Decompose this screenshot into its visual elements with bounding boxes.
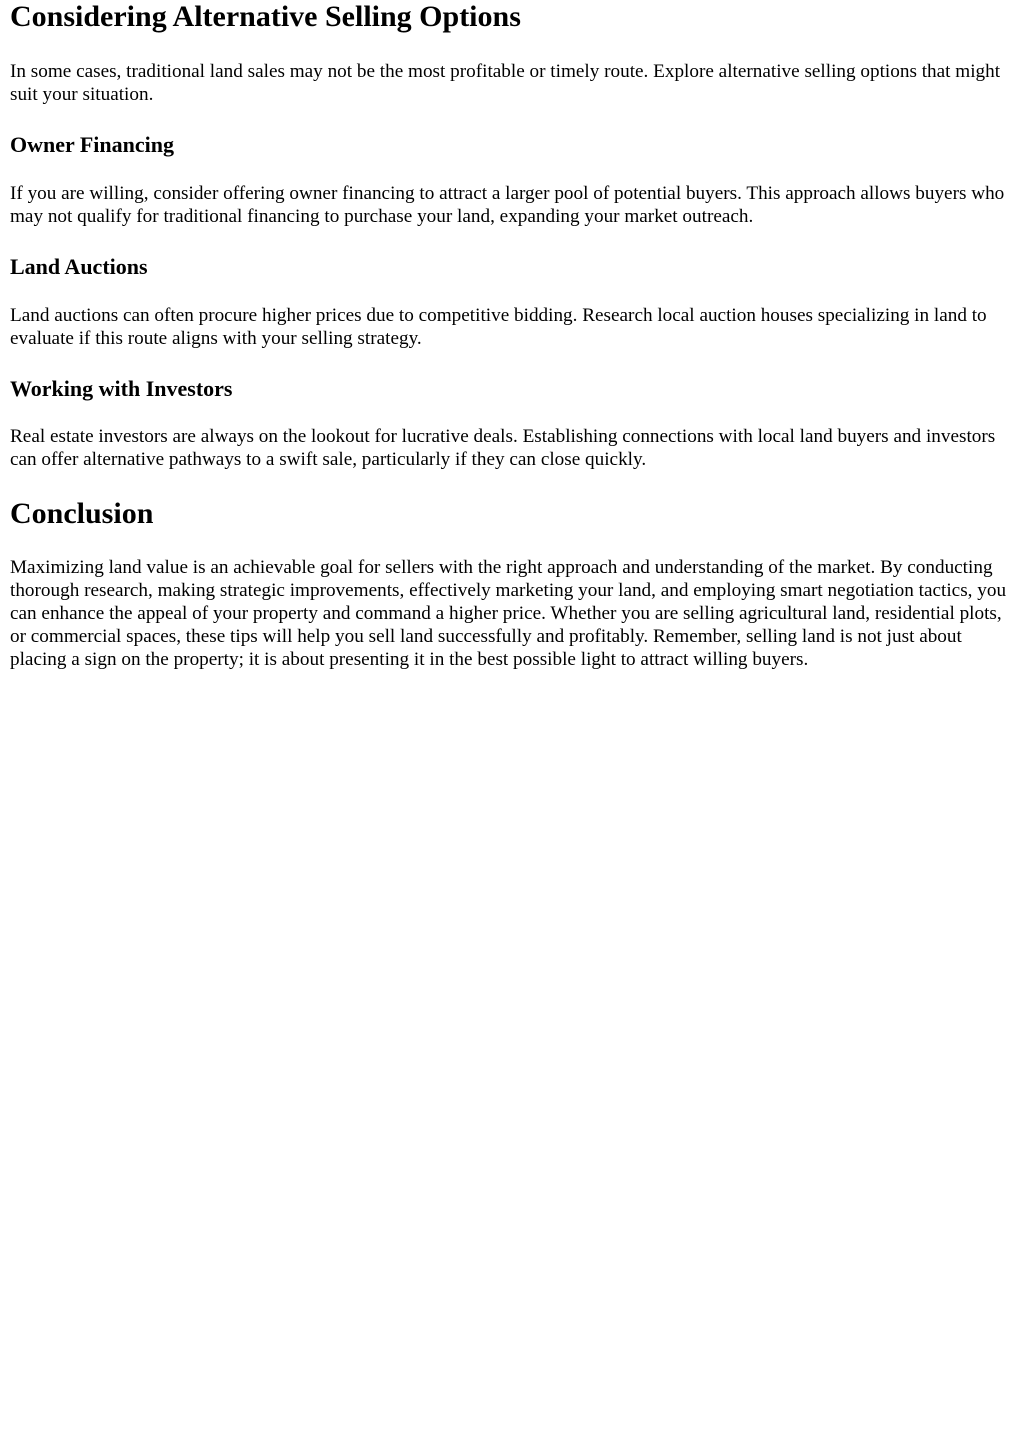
subheading-owner-financing: Owner Financing [10,132,175,157]
section-heading-alternative-selling-options: Considering Alternative Selling Options [10,0,521,33]
paragraph-owner-financing: If you are willing, consider offering owner financing to attract a larger pool of potential buyers. This approach allows buyers who may not qualify for traditional financing to purchase your land, expanding your market outreach. [10,183,1005,227]
paragraph-alternative-selling-options: In some cases, traditional land sales may not be the most profitable or timely route. Explore alternative selling options that might suit your situation. [10,61,1001,105]
section-heading-conclusion: Conclusion [10,497,154,530]
paragraph-land-auctions: Land auctions can often procure higher prices due to competitive bidding. Research local auction houses specializing in land to evaluate if this route aligns with your selling strategy. [10,305,987,349]
paragraph-working-with-investors: Real estate investors are always on the lookout for lucrative deals. Establishing connections with local land buyers and investors can offer alternative pathways to a swift sale, particularly if they can close quickly. [10,426,996,470]
article [10,0,1014,671]
paragraph-conclusion: Maximizing land value is an achievable goal for sellers with the right approach and understanding of the market. By conducting thorough research, making strategic improvements, effectively marketing your land, and employing smart negotiation tactics, you can enhance the appeal of your property and command a higher price. Whether you are selling agricultural land, residential plots, or commercial spaces, these tips will help you sell land successfully and profitably. Remember, selling land is not just about placing a sign on the property; it is about presenting it in the best possible light to attract willing buyers. [10,557,1007,670]
subheading-working-with-investors: Working with Investors [10,376,233,401]
subheading-land-auctions: Land Auctions [10,254,148,279]
